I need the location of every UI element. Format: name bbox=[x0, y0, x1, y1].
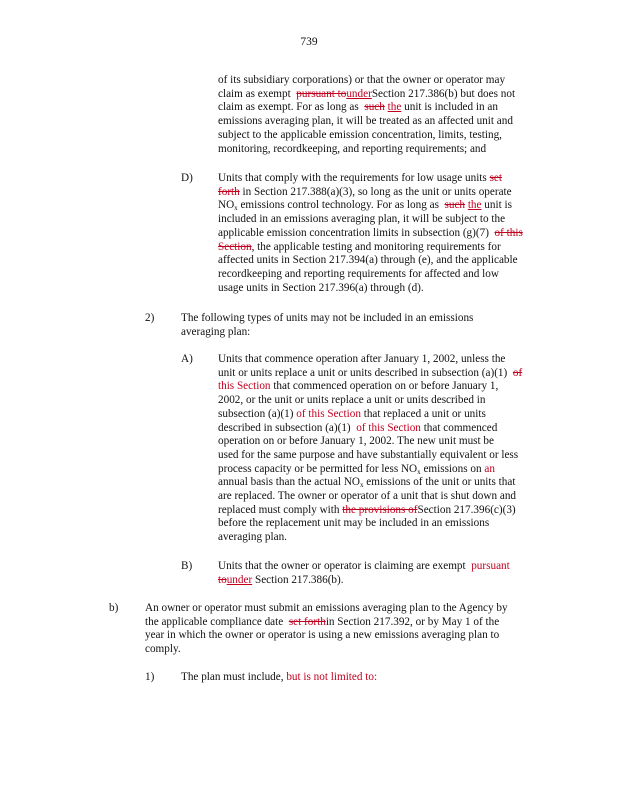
item-label-b-lower: b) bbox=[109, 602, 119, 614]
item-d-paragraph: Units that comply with the requirements for low usage units set forth in Section 217.388(a)(3), so long as the unit or units operate $NO_x$ emissions control technology. For as long as such the unit is included in an emissions averaging plan, it will be subject to the applicable emission concentration limits in subsection (g)(7) of this Section, the applicable testing and monitoring requirements for affected units in Section 217.394(a) through (e), and the applicable recordkeeping and reporting requirements for affected and low usage units in Section 217.396(a) through (d). bbox=[218, 172, 523, 294]
item-label-b-upper: B) bbox=[181, 560, 193, 572]
item-1-paragraph: The plan must include, but is not limited to: bbox=[181, 671, 378, 683]
continuation-paragraph: of its subsidiary corporations) or that the owner or operator may claim as exempt pursuant tounderSection 217.386(b) but does not claim as exempt. For as long as such the unit is included in an emissions averaging plan, it will be treated as an affected unit and subject to the applicable emission concentration, limits, testing, monitoring, recordkeeping, and reporting requirements; and bbox=[218, 74, 516, 155]
item-2-paragraph: The following types of units may not be included in an emissions averaging plan: bbox=[181, 312, 474, 338]
item-label-1: 1) bbox=[145, 671, 155, 683]
item-label-d: D) bbox=[181, 172, 193, 184]
inserted-text: under bbox=[346, 87, 372, 100]
inserted-text: the bbox=[387, 101, 402, 114]
item-label-a: A) bbox=[181, 353, 193, 365]
item-b-lower-paragraph: An owner or operator must submit an emissions averaging plan to the Agency by the applicable compliance date set forthin Section 217.392, or by May 1 of the year in which the owner or operator is using a new emissions averaging plan to comply. bbox=[145, 602, 508, 656]
deleted-text: pursuant to bbox=[296, 87, 347, 100]
item-a-paragraph: Units that commence operation after January 1, 2002, unless the unit or units replace a unit or units described in subsection (a)(1) of this Section that commenced operation on or before January 1, 2002, or the unit or units replace a unit or units described in subsection (a)(1) of this Section that replaced a unit or units described in subsection (a)(1) of this Section that commenced operation on or before January 1, 2002. The new unit must be used for the same purpose and have substantially equivalent or less process capacity or be permitted for less $NO_x$ emissions on an annual basis than the actual $NO_x$ emissions of the unit or units that are replaced. The owner or operator of a unit that is shut down and replaced must comply with the provisions ofSection 217.396(c)(3) before the replacement unit may be included in an emissions averaging plan. bbox=[218, 353, 523, 544]
page-number: 739 bbox=[300, 36, 318, 48]
deleted-text: such bbox=[364, 101, 385, 114]
item-b-upper-paragraph: Units that the owner or operator is claiming are exempt pursuant tounder Section 217.386(b). bbox=[218, 560, 510, 586]
item-label-2: 2) bbox=[145, 312, 155, 324]
